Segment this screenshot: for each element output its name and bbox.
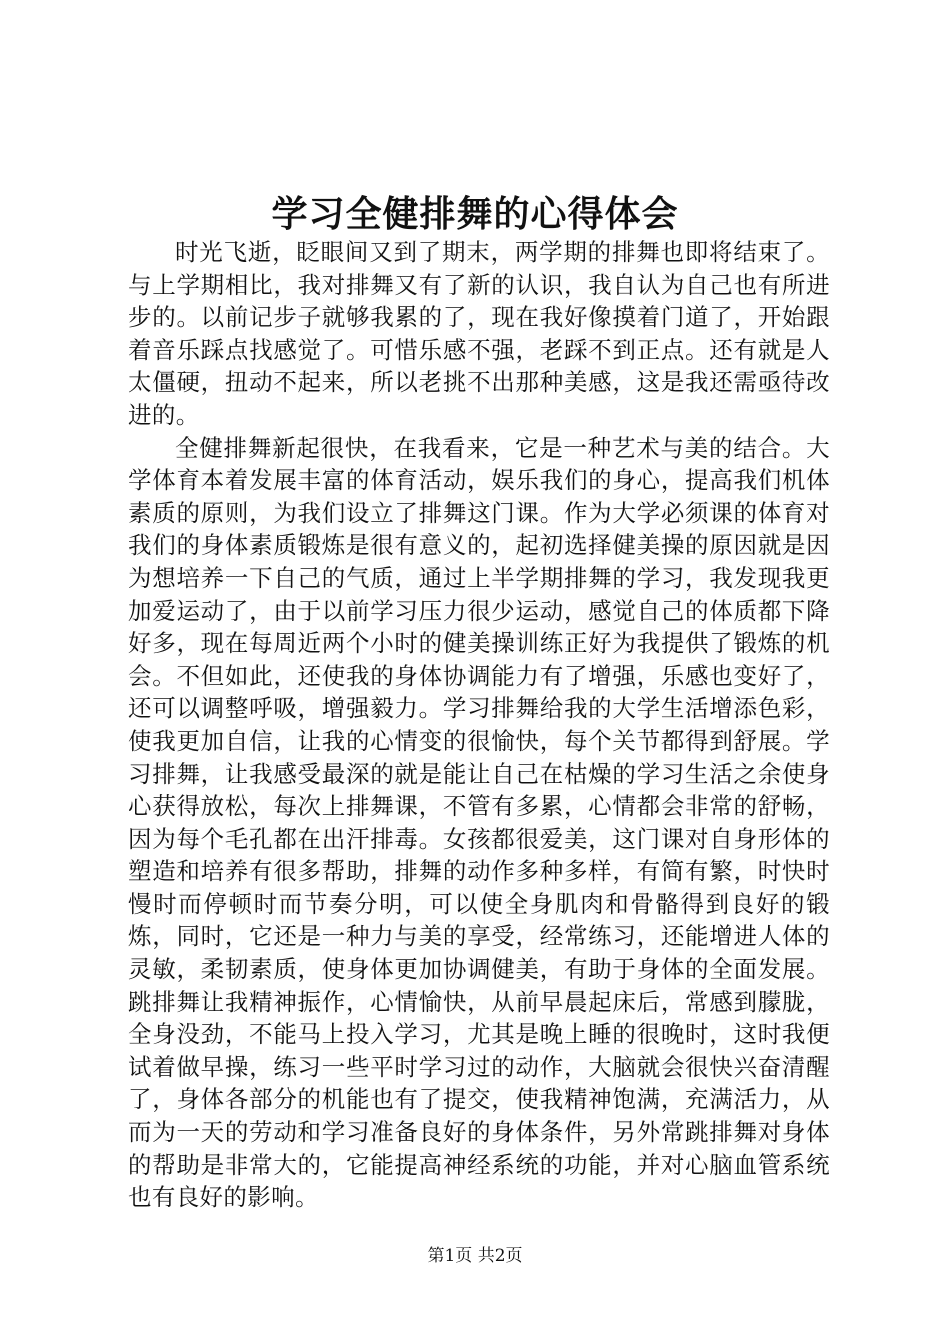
paragraph-2: 全健排舞新起很快，在我看来，它是一种艺术与美的结合。大学体育本着发展丰富的体育活动，娱乐我们的身心，提高我们机体素质的原则，为我们设立了排舞这门课。作为大学必须课的体育对我们的身体素质锻炼是很有意义的，起初选择健美操的原因就是因为想培养一下自己的气质，通过上半学期排舞的学习，我发现我更加爱运动了，由于以前学习压力很少运动，感觉自己的体质都下降好多，现在每周近两个小时的健美操训练正好为我提供了锻炼的机会。不但如此，还使我的身体协调能力有了增强，乐感也变好了，还可以调整呼吸，增强毅力。学习排舞给我的大学生活增添色彩，使我更加自信，让我的心情变的很愉快，每个关节都得到舒展。学习排舞，让我感受最深的就是能让自己在枯燥的学习生活之余使身心获得放松，每次上排舞课，不管有多累，心情都会非常的舒畅，因为每个毛孔都在出汗排毒。女孩都很爱美，这门课对自身形体的塑造和培养有很多帮助，排舞的动作多种多样，有简有繁，时快时慢时而停顿时而节奏分明，可以使全身肌肉和骨骼得到良好的锻炼，同时，它还是一种力与美的享受，经常练习，还能增进人体的灵敏，柔韧素质，使身体更加协调健美，有助于身体的全面发展。跳排舞让我精神振作，心情愉快，从前早晨起床后，常感到朦胧，全身没劲，不能马上投入学习，尤其是晚上睡的很晚时，这时我便试着做早操，练习一些平时学习过的动作，大脑就会很快兴奋清醒了，身体各部分的机能也有了提交，使我精神饱满，充满活力，从而为一天的劳动和学习准备良好的身体条件，另外常跳排舞对身体的帮助是非常大的，它能提高神经系统的功能，并对心脑血管系统也有良好的影响。 bbox=[128, 433, 830, 1212]
page-title: 学习全健排舞的心得体会 bbox=[271, 193, 679, 235]
paragraph-1: 时光飞逝，眨眼间又到了期末，两学期的排舞也即将结束了。与上学期相比，我对排舞又有了新的认识，我自认为自己也有所进步的。以前记步子就够我累的了，现在我好像摸着门道了，开始跟着音乐踩点找感觉了。可惜乐感不强，老踩不到正点。还有就是人太僵硬，扭动不起来，所以老挑不出那种美感，这是我还需亟待改进的。 bbox=[128, 238, 830, 429]
document-body bbox=[128, 236, 830, 1214]
page-footer: 第1页 共2页 bbox=[427, 1246, 523, 1266]
